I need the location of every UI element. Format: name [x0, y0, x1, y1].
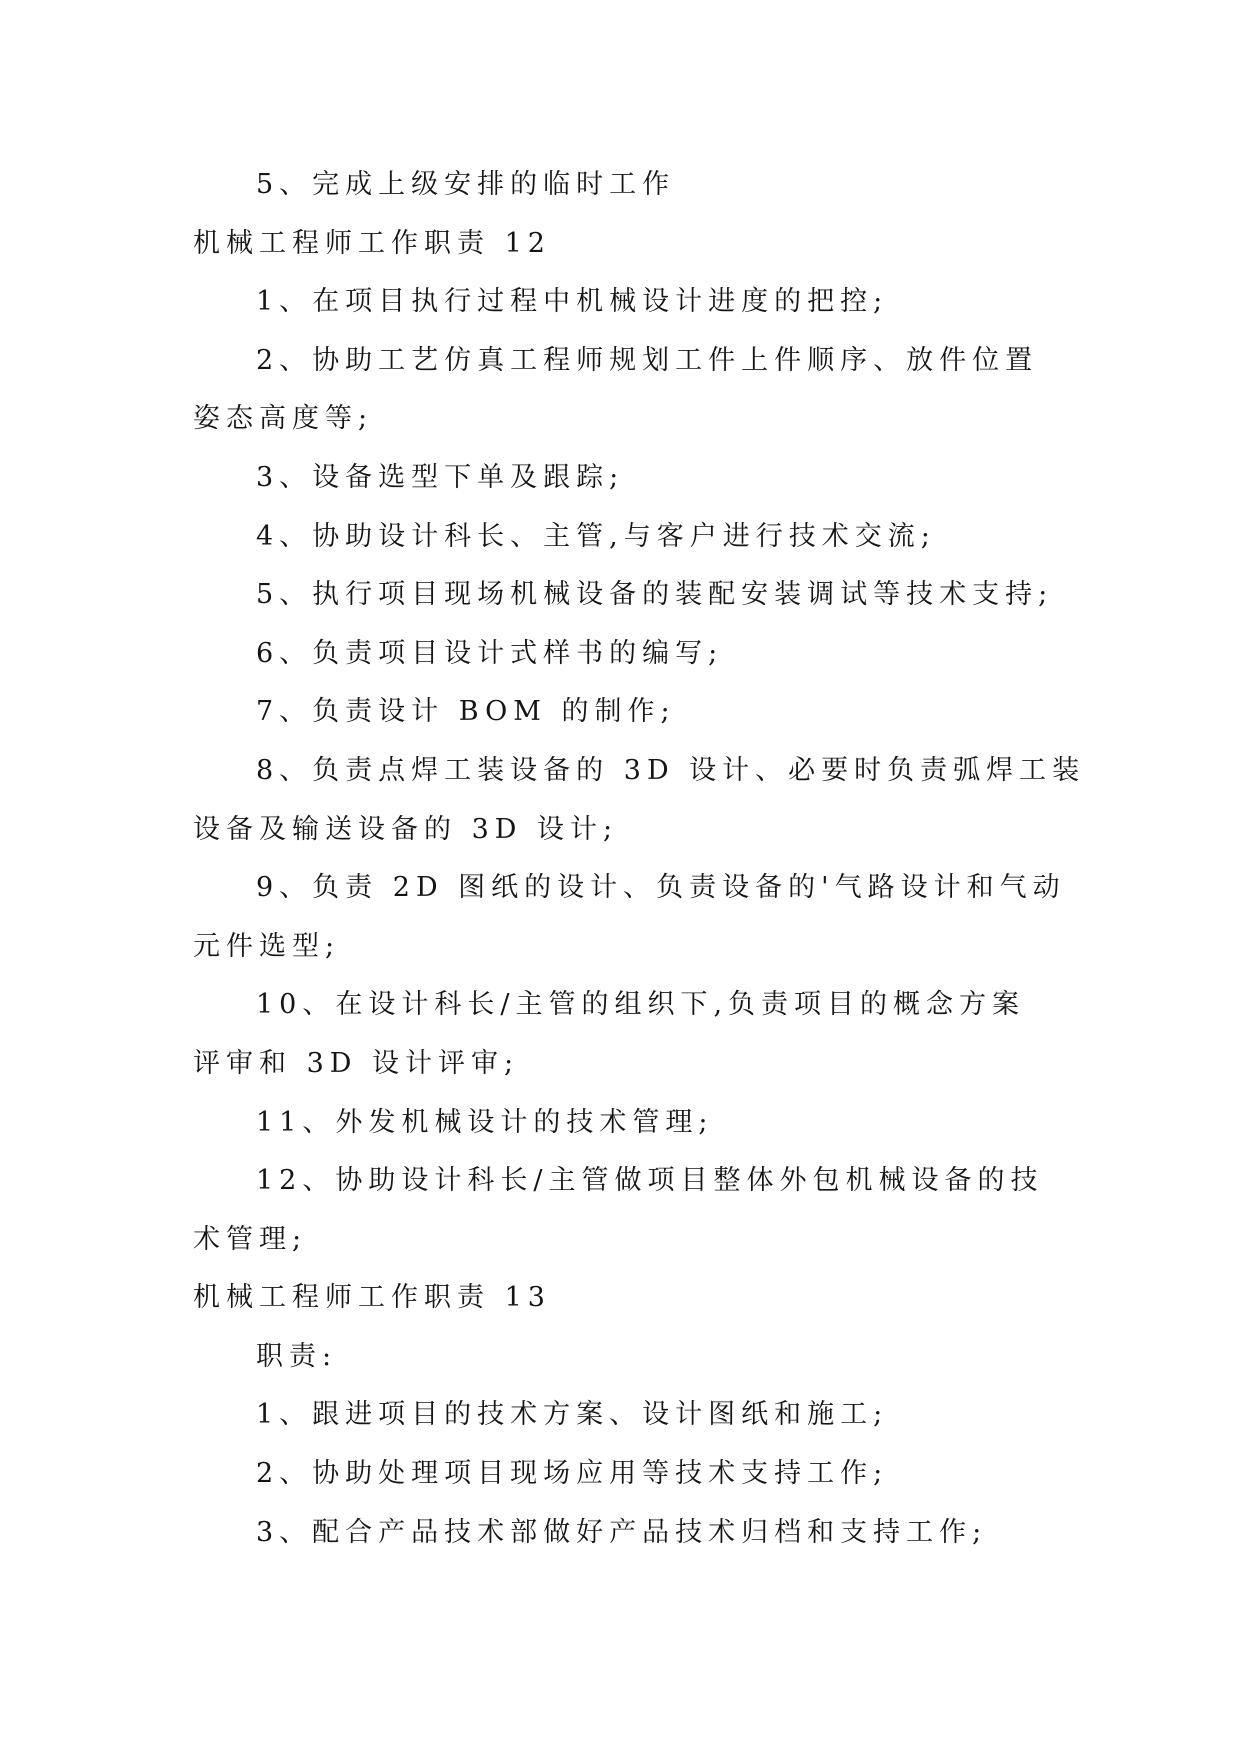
paragraph-line: 5、完成上级安排的临时工作 [256, 169, 676, 200]
paragraph-line: 术管理; [193, 1223, 308, 1255]
paragraph-line: 1、在项目执行过程中机械设计进度的把控; [256, 286, 889, 318]
paragraph-line: 2、协助工艺仿真工程师规划工件上件顺序、放件位置 [256, 344, 1039, 376]
paragraph-line: 姿态高度等; [193, 403, 374, 435]
paragraph [193, 1504, 1241, 1563]
paragraph-line: 3、设备选型下单及跟踪; [256, 461, 625, 493]
section-heading: 机械工程师工作职责 13 [193, 1282, 551, 1314]
paragraph-line: 6、负责项目设计式样书的编写; [256, 637, 724, 669]
paragraph-line: 2、协助处理项目现场应用等技术支持工作; [256, 1458, 889, 1490]
paragraph [193, 449, 1241, 508]
paragraph-line: 评审和 3D 设计评审; [193, 1047, 520, 1079]
paragraph-line: 12、协助设计科长/主管做项目整体外包机械设备的技 [256, 1165, 1044, 1197]
paragraph [193, 1445, 1241, 1504]
paragraph-line: 7、负责设计 BOM 的制作; [256, 696, 676, 728]
paragraph-line: 设备及输送设备的 3D 设计; [193, 813, 619, 845]
paragraph [193, 273, 1241, 332]
paragraph-line: 11、外发机械设计的技术管理; [256, 1106, 714, 1138]
paragraph-line: 3、配合产品技术部做好产品技术归档和支持工作; [256, 1516, 988, 1548]
paragraph-line: 5、执行项目现场机械设备的装配安装调试等技术支持; [256, 579, 1054, 611]
paragraph-line: 4、协助设计科长、主管,与客户进行技术交流; [256, 520, 936, 552]
paragraph [193, 625, 1241, 684]
section-heading: 机械工程师工作职责 12 [193, 227, 551, 259]
paragraph [193, 508, 1241, 567]
paragraph-line: 1、跟进项目的技术方案、设计图纸和施工; [256, 1399, 889, 1431]
paragraph [193, 1152, 1241, 1269]
paragraph [193, 859, 1241, 976]
section-responsibilities-13 [193, 1269, 1241, 1562]
paragraph-line: 8、负责点焊工装设备的 3D 设计、必要时负责弧焊工装 [256, 754, 1086, 786]
paragraph [193, 332, 1241, 449]
paragraph [193, 742, 1241, 859]
paragraph [193, 1094, 1241, 1153]
paragraph [193, 683, 1241, 742]
section-responsibilities-12 [193, 215, 1241, 1270]
paragraph-line: 职责: [256, 1340, 338, 1372]
paragraph [193, 1386, 1241, 1445]
paragraph [193, 1328, 1241, 1387]
paragraph-line: 元件选型; [193, 930, 341, 962]
paragraph [193, 566, 1241, 625]
paragraph-line: 9、负责 2D 图纸的设计、负责设备的'气路设计和气动 [256, 872, 1066, 904]
paragraph [193, 156, 1241, 215]
paragraph-line: 10、在设计科长/主管的组织下,负责项目的概念方案 [256, 989, 1026, 1021]
paragraph [193, 976, 1241, 1093]
